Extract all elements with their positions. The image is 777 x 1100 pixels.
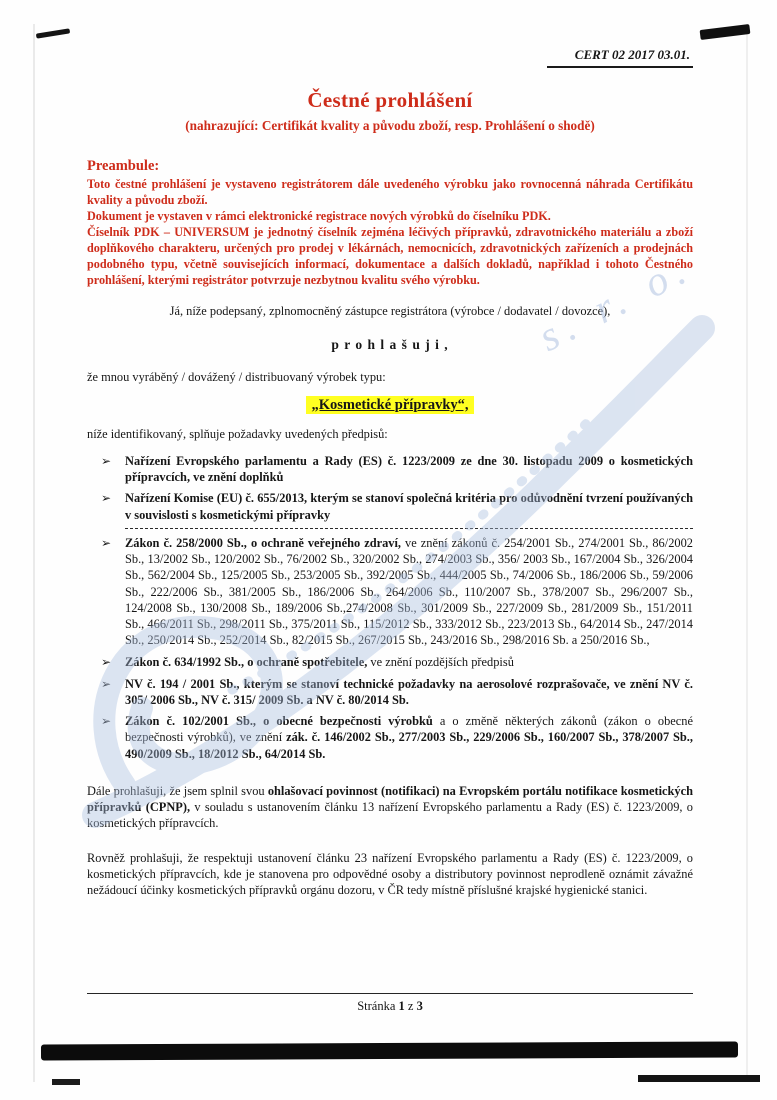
bullet-arrow-icon: ➢: [101, 453, 112, 468]
doc-code-text: CERT 02 2017 03.01.: [547, 46, 693, 68]
scan-edge-right: [746, 24, 748, 1082]
watermark-text: s. r. o.: [531, 244, 701, 361]
product-intro: že mnou vyráběný / dovážený / distribuovaný výrobek typu:: [87, 370, 386, 385]
closing-paragraph: Rovněž prohlašuji, že respektuji ustanovení článku 23 nařízení Evropského parlamentu a Rady (ES) č. 1223/2009, o kosmetických přípravcích, kde je stanovena pro odpovědné osoby a distributory povinnost neprodleně oznámit závažné nežádoucí účinky kosmetických přípravků orgánu dozoru, v ČR tedy místně příslušné krajské hygienické stanici.: [87, 850, 693, 898]
document-content: [87, 46, 693, 898]
product-type: [87, 396, 693, 415]
page-title: Čestné prohlášení: [307, 88, 473, 113]
bullet-arrow-icon: ➢: [101, 714, 112, 729]
page-subtitle: (nahrazující: Certifikát kvality a původu zboží, resp. Prohlášení o shodě): [185, 117, 595, 133]
bullet-arrow-icon: ➢: [101, 654, 112, 669]
scan-edge-left: [33, 24, 35, 1082]
scan-artifact-top-left: [36, 28, 70, 38]
dashed-separator: [125, 528, 693, 529]
declaration-intro: Já, níže podepsaný, zplnomocněný zástupce registrátora (výrobce / dodavatel / dovozce),: [169, 304, 611, 319]
footer: [87, 993, 693, 1014]
closing-paragraph: Dále prohlašuji, že jsem splnil svou ohlašovací povinnost (notifikaci) na Evropském portálu notifikace kosmetických přípravků (CPNP), v souladu s ustanovením článku 13 nařízení Evropského parlamentu a Rady (ES) č. 1223/2009, o kosmetických přípravcích.: [87, 783, 693, 831]
regulation-item: [87, 453, 693, 486]
page-number: Stránka 1 z 3: [357, 999, 423, 1013]
scan-artifact-bottom-right: [638, 1075, 760, 1082]
regulation-text: Zákon č. 634/1992 Sb., o ochraně spotřebitele, ve znění pozdějších předpisů: [125, 654, 514, 669]
bullet-arrow-icon: ➢: [101, 535, 112, 550]
doc-code: [87, 46, 693, 68]
preamble-heading: Preambule:: [87, 157, 160, 174]
scan-artifact-bottom-left: [52, 1079, 80, 1085]
scan-artifact-top-right: [700, 24, 751, 40]
preamble-paragraph: Toto čestné prohlášení je vystaveno registrátorem dále uvedeného výrobku jako rovnocenná náhrada Certifikátu kvality a původu zboží.: [87, 176, 693, 207]
regulation-item: [87, 535, 693, 649]
regulations-list: [87, 453, 693, 762]
regulation-text: Zákon č. 258/2000 Sb., o ochraně veřejného zdraví, ve znění zákonů č. 254/2001 Sb., 274/2001 Sb., 86/2002 Sb., 13/2002 Sb., 120/2002 Sb., 76/2002 Sb., 320/2002 Sb., 274/2003 Sb., 356/ 2003 Sb., 167/2004 Sb., 326/2004 Sb., 562/2004 Sb., 125/2005 Sb., 253/2005 Sb., 392/2005 Sb., 444/2005 Sb., 74/2006 Sb., 186/2006 Sb., 59/2006 Sb., 222/2006 Sb., 381/2005 Sb., 186/2006 Sb., 264/2006 Sb., 110/2007 Sb., 378/2007 Sb., 296/2007 Sb., 124/2008 Sb., 130/2008 Sb., 189/2006 Sb.,274/2008 Sb., 301/2009 Sb., 227/2009 Sb., 281/2009 Sb., 151/2011 Sb., 466/2011 Sb., 298/2011 Sb., 375/2011 Sb., 115/2012 Sb., 333/2012 Sb., 223/2013 Sb., 64/2014 Sb., 247/2014 Sb., 250/2014 Sb., 252/2014 Sb., 82/2015 Sb., 267/2015 Sb., 243/2016 Sb., 298/2016 Sb. a 250/2016 Sb.,: [125, 535, 693, 648]
bullet-arrow-icon: ➢: [101, 676, 112, 691]
requirements-intro: níže identifikovaný, splňuje požadavky uvedených předpisů:: [87, 426, 388, 441]
regulation-text: NV č. 194 / 2001 Sb., kterým se stanoví technické požadavky na aerosolové rozprašovače, ve znění NV č. 305/ 2006 Sb., NV č. 315/ 2009 Sb. a NV č. 80/2014 Sb.: [125, 676, 693, 707]
regulation-item: [87, 654, 693, 671]
scan-artifact-bottom-band: [41, 1041, 738, 1060]
regulation-item: [87, 713, 693, 762]
regulation-text: Nařízení Evropského parlamentu a Rady (ES) č. 1223/2009 ze dne 30. listopadu 2009 o kosmetických přípravcích, ve znění doplňků: [125, 453, 693, 485]
preamble-paragraph: Číselník PDK – UNIVERSUM je jednotný číselník zejména léčivých přípravků, zdravotnického materiálu a zboží doplňkového charakteru, určených pro prodej v lékárnách, nemocnicích, zdravotnických zařízeních a prodejnách podobného typu, včetně souvisejících informací, dokumentace a dalších dokladů, například i tohoto Čestného prohlášení, kterými registrátor potvrzuje nezbytnou kvalitu svého výrobku.: [87, 225, 693, 288]
regulation-item: [87, 490, 693, 523]
bullet-arrow-icon: ➢: [101, 491, 112, 506]
dashed-separator-row: [87, 528, 693, 529]
product-type-highlight: „Kosmetické přípravky“,: [306, 396, 473, 414]
regulation-item: [87, 676, 693, 709]
regulation-text: Zákon č. 102/2001 Sb., o obecné bezpečnosti výrobků a o změně některých zákonů (zákon o obecné bezpečnosti výrobků), ve znění zák. č. 146/2002 Sb., 277/2003 Sb., 229/2006 Sb., 160/2007 Sb., 378/2007 Sb., 490/2009 Sb., 18/2012 Sb., 64/2014 Sb.: [125, 714, 693, 761]
preamble-paragraph: Dokument je vystaven v rámci elektronické registrace nových výrobků do číselníku PDK.: [87, 208, 551, 223]
declaration-verb: p r o h l a š u j i ,: [331, 336, 449, 352]
regulation-text: Nařízení Komise (EU) č. 655/2013, kterým se stanoví společná kritéria pro odůvodnění tvrzení používaných v souvislosti s kosmetickými přípravky: [125, 491, 693, 522]
